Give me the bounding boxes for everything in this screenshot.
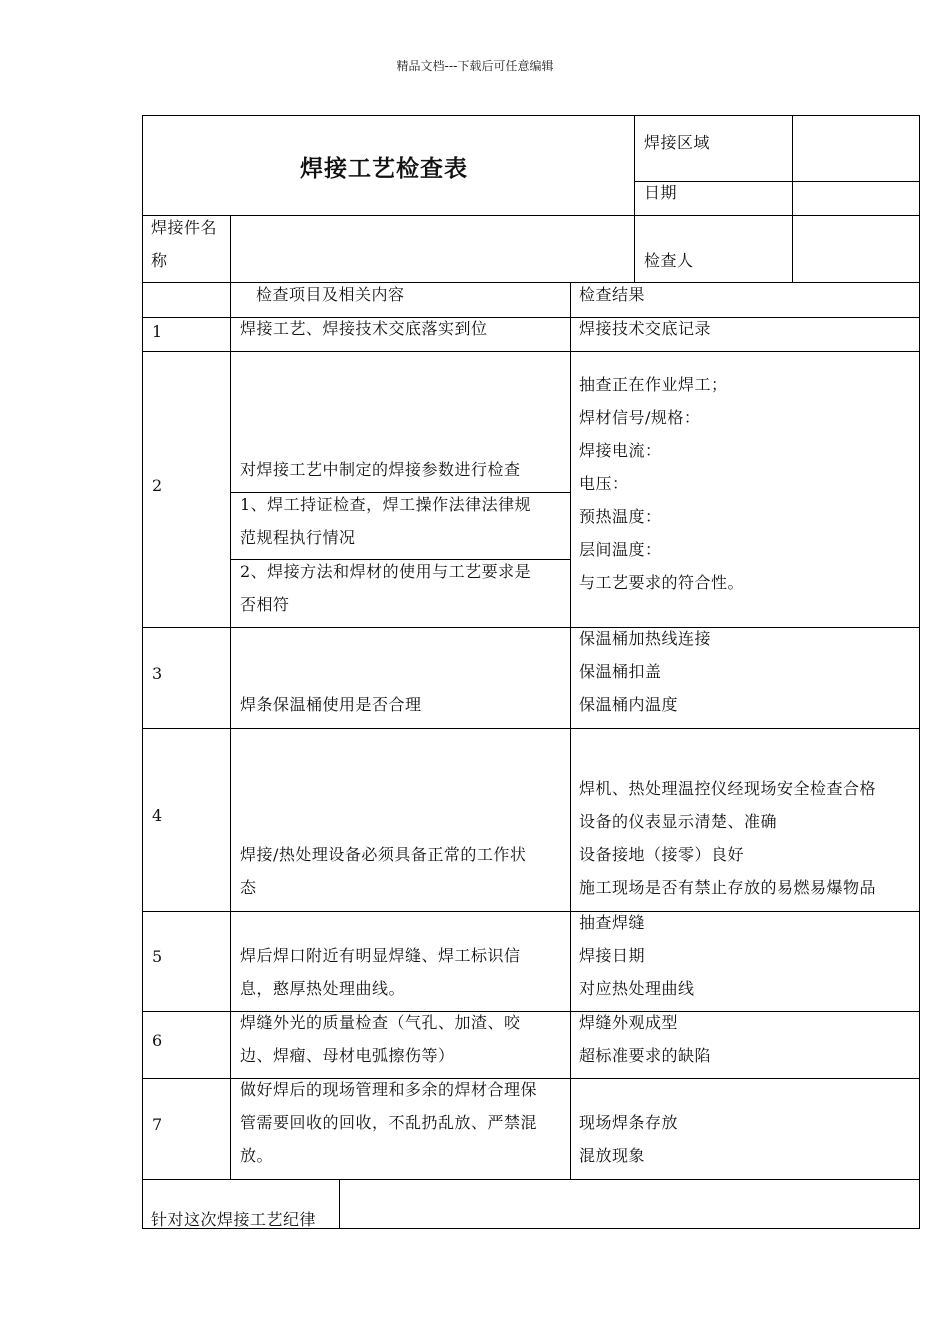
row-item-text: 对焊接工艺中制定的焊接参数进行检查 (240, 460, 521, 479)
row-result-text: 保温桶加热线连接 (579, 629, 712, 648)
row-item-text: 焊后焊口附近有明显焊缝、焊工标识信 (240, 946, 521, 965)
date-label: 日期 (644, 183, 678, 202)
col-header-items: 检查项目及相关内容 (256, 285, 405, 304)
row-result-text: 焊接技术交底记录 (579, 319, 712, 338)
row-number: 7 (152, 1115, 163, 1134)
footer-label: 针对这次焊接工艺纪律 (151, 1210, 317, 1229)
row-item-text: 焊接工艺、焊接技术交底落实到位 (240, 319, 488, 338)
rule-row2-bottom (142, 627, 920, 628)
row-item-text: 息，憨厚热处理曲线。 (240, 979, 406, 998)
row-item-text: 放。 (240, 1146, 274, 1165)
part-name-label-line2: 称 (151, 251, 168, 270)
row-result-text: 混放现象 (579, 1146, 646, 1165)
col-header-results: 检查结果 (579, 285, 646, 304)
page-banner: 精品文档---下载后可任意编辑 (396, 59, 554, 73)
rule-num-col (230, 282, 231, 1180)
row-item-text: 焊缝外光的质量检查（气孔、加渣、咬 (240, 1013, 521, 1032)
row-item-text: 管需要回收的回收，不乱扔乱放、严禁混 (240, 1113, 538, 1132)
rule-result-col (570, 282, 571, 1180)
row-sub2-line1: 2、焊接方法和焊材的使用与工艺要求是 (240, 562, 532, 581)
rule-row3-bottom (142, 728, 920, 729)
rule-right (919, 115, 920, 1229)
rule-footer-split (339, 1179, 340, 1229)
row-result-text: 设备接地（接零）良好 (579, 845, 745, 864)
row-result-text: 焊缝外观成型 (579, 1013, 679, 1032)
row-number: 1 (152, 322, 163, 341)
rule-row1-bottom (142, 351, 920, 352)
row-result-text: 超标准要求的缺陷 (579, 1046, 712, 1065)
row-item-text: 焊条保温桶使用是否合理 (240, 695, 422, 714)
row-item-text: 焊接/热处理设备必须具备正常的工作状 (240, 845, 527, 864)
area-label: 焊接区域 (644, 133, 711, 152)
row-result-text: 施工现场是否有禁止存放的易燃易爆物品 (579, 878, 877, 897)
row-result-text: 设备的仪表显示清楚、准确 (579, 812, 778, 831)
rule-left (142, 115, 143, 1229)
row-item-text: 态 (240, 878, 257, 897)
row-result-text: 焊接电流： (579, 441, 662, 460)
rule-row7-bottom (142, 1179, 920, 1180)
row-number: 5 (152, 947, 163, 966)
row-result-text: 焊材信号/规格： (579, 408, 701, 427)
row-number: 2 (152, 476, 163, 495)
row-result-text: 对应热处理曲线 (579, 979, 695, 998)
row-result-text: 保温桶扣盖 (579, 662, 662, 681)
row-result-text: 保温桶内温度 (579, 695, 679, 714)
row-result-text: 焊接日期 (579, 946, 646, 965)
row-number: 4 (152, 806, 163, 825)
row-number: 3 (152, 664, 163, 683)
rule-part-name-split (230, 215, 231, 283)
rule-header-value-split (792, 115, 793, 283)
row-number: 6 (152, 1031, 163, 1050)
form-title: 焊接工艺检查表 (300, 156, 468, 182)
row-result-text: 电压： (579, 474, 629, 493)
inspector-label: 检查人 (644, 251, 694, 270)
rule-row4-bottom (142, 911, 920, 912)
row-sub1-line1: 1、焊工持证检查，焊工操作法律法律规 (240, 495, 532, 514)
row-result-text: 抽查正在作业焊工； (579, 375, 728, 394)
row-sub2-line2: 否相符 (240, 595, 290, 614)
row-result-text: 焊机、热处理温控仪经现场安全检查合格 (579, 779, 877, 798)
row-result-text: 与工艺要求的符合性。 (579, 573, 745, 592)
part-name-label-line1: 焊接件名 (151, 218, 218, 237)
row-item-text: 做好焊后的现场管理和多余的焊材合理保 (240, 1080, 538, 1099)
row-result-text: 现场焊条存放 (579, 1113, 679, 1132)
rule-top (142, 115, 920, 116)
row-result-text: 预热温度： (579, 507, 662, 526)
rule-header-split (634, 115, 635, 283)
row-result-text: 抽查焊缝 (579, 913, 646, 932)
row-result-text: 层间温度： (579, 540, 662, 559)
row-sub1-line2: 范规程执行情况 (240, 528, 356, 547)
row-item-text: 边、焊瘤、母材电弧擦伤等） (240, 1046, 455, 1065)
rule-title-bottom (142, 215, 920, 216)
